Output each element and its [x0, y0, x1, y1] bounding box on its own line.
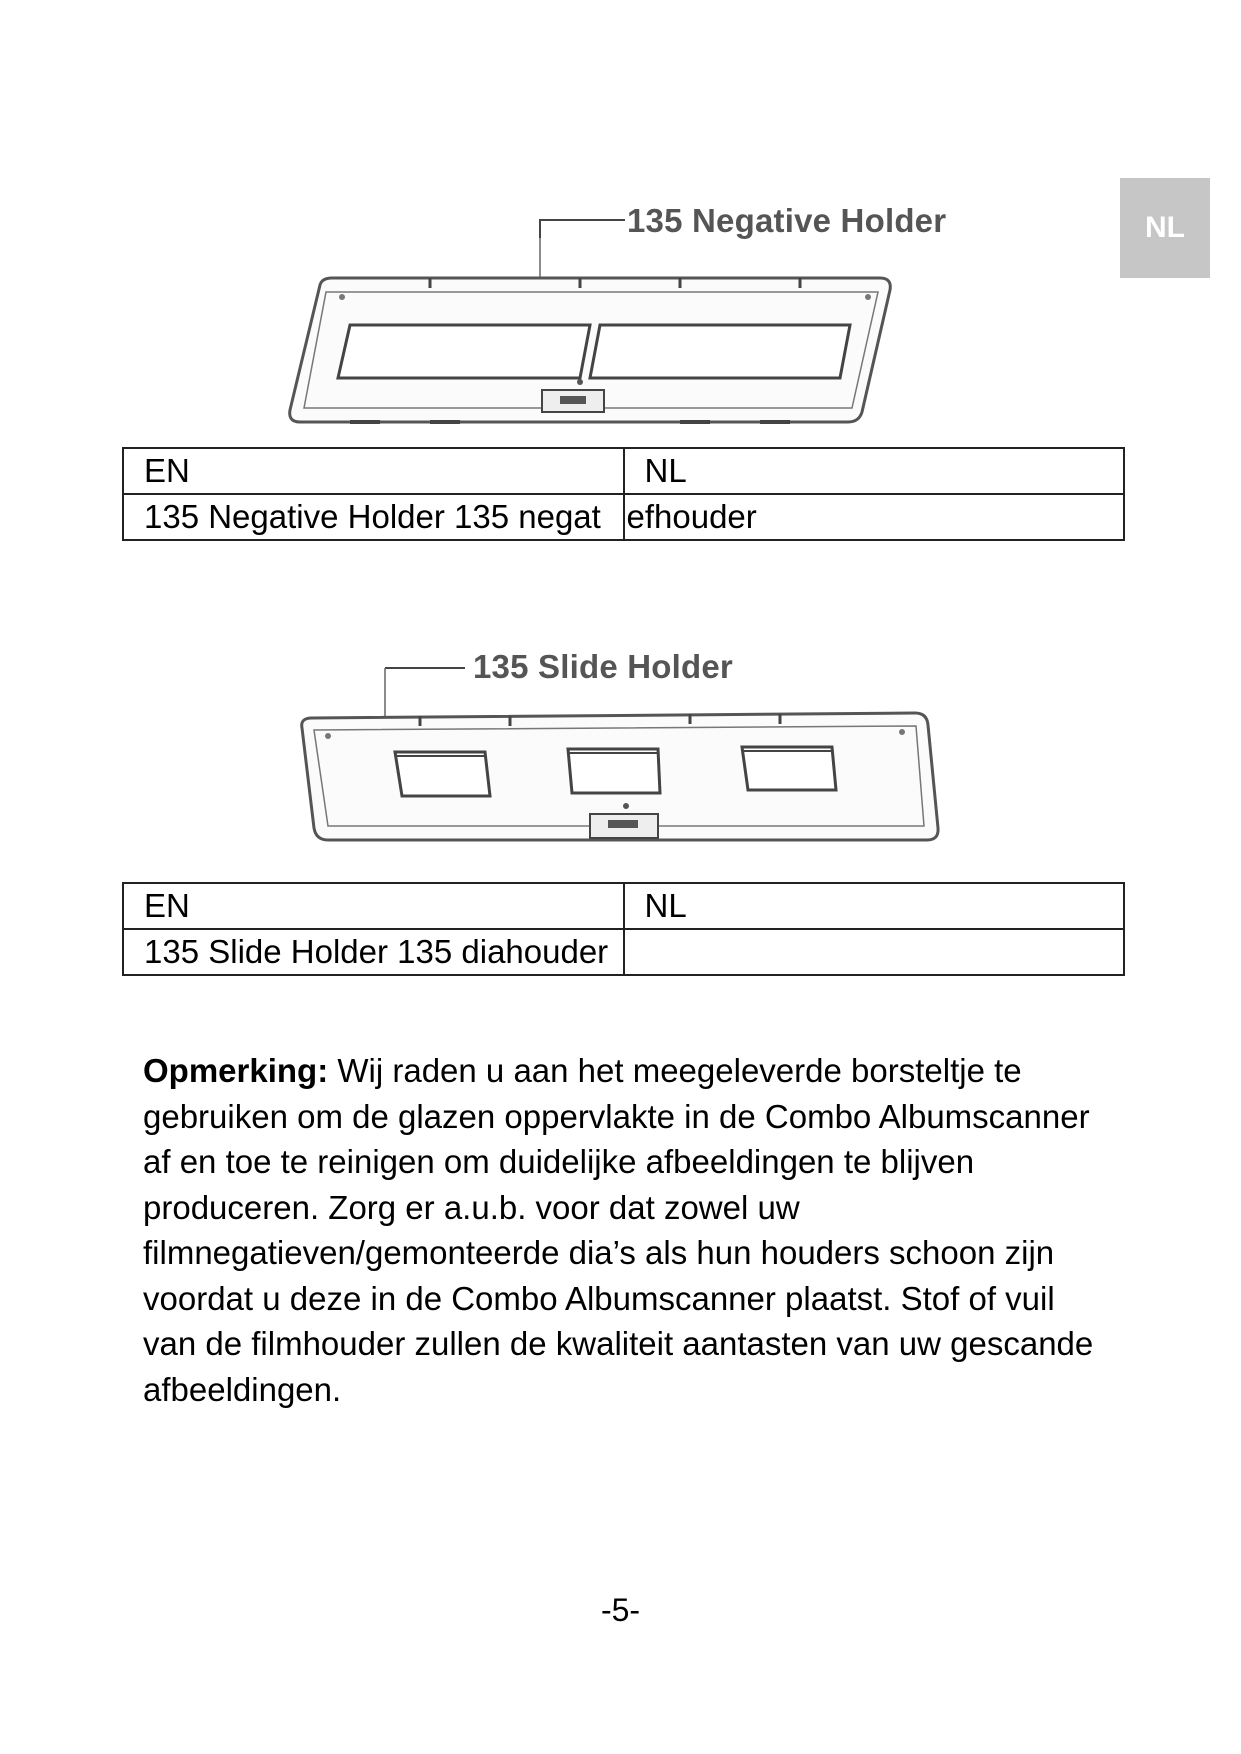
header-en: EN — [123, 883, 624, 929]
table-header-row — [123, 883, 1124, 929]
negative-holder-illustration — [280, 200, 980, 430]
row-en-cell — [123, 929, 624, 975]
row-nl-text: efhouder — [626, 498, 757, 535]
header-en: EN — [123, 448, 624, 494]
note-paragraph — [143, 1048, 1103, 1412]
table-header-row — [123, 448, 1124, 494]
page-number: -5- — [600, 1592, 641, 1628]
table-row — [123, 929, 1124, 975]
row-en-text: 135 Slide Holder 135 diahouder — [144, 933, 609, 970]
row-nl-cell — [624, 494, 1125, 540]
note-text: Wij raden u aan het meegeleverde borsteltje te gebruiken om de glazen oppervlakte in de Combo Albumscanner af en toe te reinigen om duidelijke afbeeldingen te blijven produceren. Zorg er a.u.b. voor dat zowel uw filmnegatieven/gemonteerde dia’s als hun houders schoon zijn voordat u deze in de Combo Albumscanner plaatst. Stof of vuil van de filmhouder zullen de kwaliteit aantasten van uw gescande afbeeldingen. — [143, 1052, 1094, 1408]
slide-holder-illustration — [290, 628, 950, 853]
header-nl: NL — [624, 883, 1125, 929]
negative-holder-label: 135 Negative Holder — [627, 202, 947, 239]
language-tab-nl: NL — [1120, 178, 1210, 278]
note-label: Opmerking: — [143, 1052, 329, 1089]
table-row — [123, 494, 1124, 540]
header-nl: NL — [624, 448, 1125, 494]
row-nl-cell — [624, 929, 1125, 975]
row-en-cell — [123, 494, 624, 540]
translation-table-negative — [122, 447, 1125, 541]
row-en-text: 135 Negative Holder 135 negat — [144, 498, 601, 535]
translation-table-slide — [122, 882, 1125, 976]
slide-holder-label: 135 Slide Holder — [473, 648, 733, 685]
